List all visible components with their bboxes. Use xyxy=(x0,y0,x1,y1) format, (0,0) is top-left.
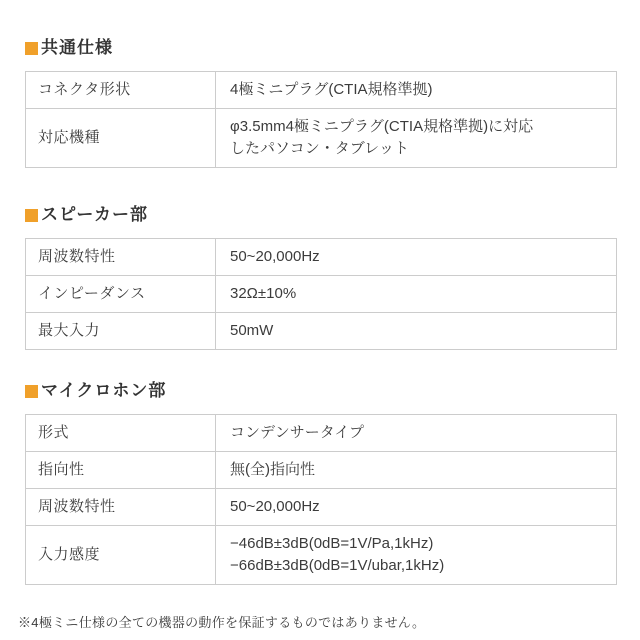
spec-value: 50~20,000Hz xyxy=(216,239,617,276)
section-speaker xyxy=(25,205,617,350)
section-heading xyxy=(25,205,617,225)
spec-value: 50~20,000Hz xyxy=(216,489,617,526)
spec-label: 形式 xyxy=(26,415,216,452)
footnote: ※4極ミニ仕様の全ての機器の動作を保証するものではありません。 xyxy=(18,615,426,630)
table-row xyxy=(26,526,617,585)
spec-label: 最大入力 xyxy=(26,313,216,350)
table-row xyxy=(26,239,617,276)
spec-value: 4極ミニプラグ(CTIA規格準拠) xyxy=(216,72,617,109)
spec-table-speaker xyxy=(25,238,617,350)
spec-label: 指向性 xyxy=(26,452,216,489)
table-row xyxy=(26,489,617,526)
spec-value xyxy=(216,526,617,585)
orange-square-icon xyxy=(25,209,38,222)
spec-label: インピーダンス xyxy=(26,276,216,313)
spec-label: 対応機種 xyxy=(26,109,216,168)
spec-label: 周波数特性 xyxy=(26,489,216,526)
section-title: 共通仕様 xyxy=(41,38,113,57)
spec-label: コネクタ形状 xyxy=(26,72,216,109)
spec-value-line: φ3.5mm4極ミニプラグ(CTIA規格準拠)に対応 xyxy=(230,118,534,135)
orange-square-icon xyxy=(25,42,38,55)
section-heading xyxy=(25,381,617,401)
section-heading xyxy=(25,38,617,58)
table-row xyxy=(26,109,617,168)
table-row xyxy=(26,415,617,452)
spec-table-microphone xyxy=(25,414,617,585)
spec-value-line: −46dB±3dB(0dB=1V/Pa,1kHz) xyxy=(230,535,434,552)
section-title: マイクロホン部 xyxy=(41,381,167,400)
spec-value-line: したパソコン・タブレット xyxy=(230,140,409,157)
spec-table-common xyxy=(25,71,617,168)
table-row xyxy=(26,276,617,313)
spec-value: 32Ω±10% xyxy=(216,276,617,313)
section-microphone xyxy=(25,381,617,585)
spec-label: 入力感度 xyxy=(26,526,216,585)
orange-square-icon xyxy=(25,385,38,398)
table-row xyxy=(26,313,617,350)
spec-value-line: −66dB±3dB(0dB=1V/ubar,1kHz) xyxy=(230,557,445,574)
table-row xyxy=(26,452,617,489)
spec-value: 無(全)指向性 xyxy=(216,452,617,489)
spec-label: 周波数特性 xyxy=(26,239,216,276)
spec-value: 50mW xyxy=(216,313,617,350)
section-common-spec xyxy=(25,38,617,168)
table-row xyxy=(26,72,617,109)
spec-value xyxy=(216,109,617,168)
section-title: スピーカー部 xyxy=(41,205,148,224)
spec-value: コンデンサータイプ xyxy=(216,415,617,452)
